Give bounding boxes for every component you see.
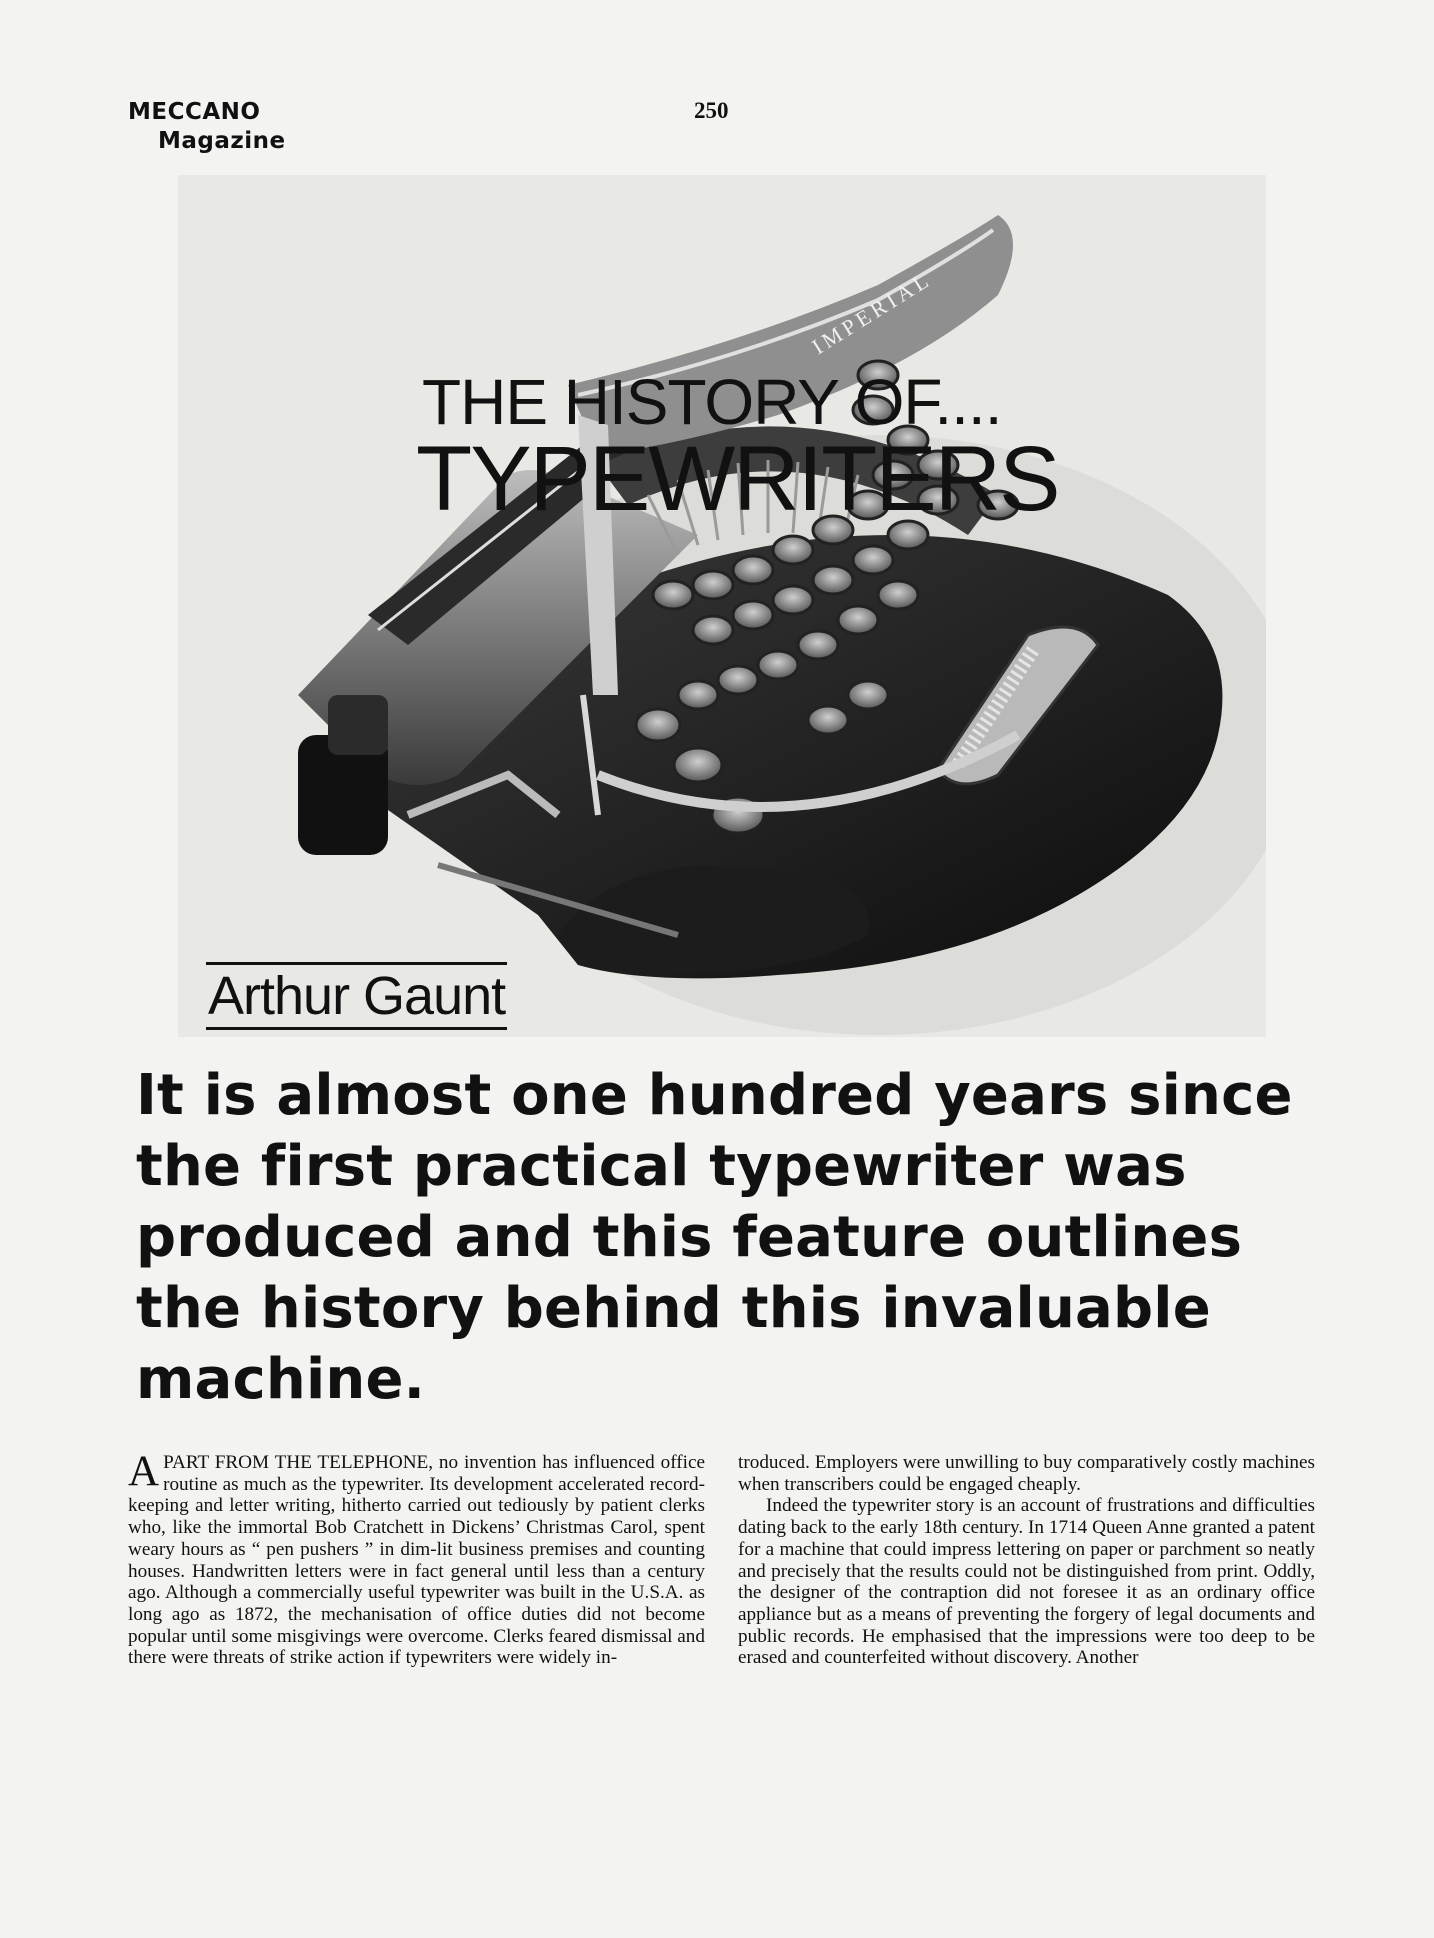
machine-label: IMPERIAL [807, 266, 936, 360]
masthead [128, 98, 286, 156]
article-paragraph: troduced. Employers were unwilling to buy comparatively costly machines when transcribers could be engaged cheaply. [738, 1452, 1315, 1495]
magazine-subtitle: Magazine [158, 128, 286, 154]
typewriter-illustration-icon [178, 175, 1266, 1037]
article-text: PART FROM THE TELEPHONE, no invention has influenced office routine as much as the typewriter. Its development accelerated record-keeping and letter writing, hitherto carried out tediously by patient clerks who, like the immortal Bob Cratchett in Dickens’ Christmas Carol, spent weary hours as “ pen pushers ” in dim-lit business premises and counting houses. Handwritten letters were in fact general until less than a century ago. Although a commercially useful typewriter was built in the U.S.A. as long ago as 1872, the mechanisation of office duties did not become popular until some misgivings were overcome. Clerks feared dismissal and there were threats of strike action if typewriters were widely in- [128, 1452, 705, 1669]
typewriter-photo [178, 175, 1266, 1037]
author-byline: Arthur Gaunt [206, 962, 507, 1030]
standfirst: It is almost one hundred years since the first practical typewriter was produced and this feature outlines the history behind this invaluable machine. [136, 1063, 1293, 1412]
page-title: TYPEWRITERS [416, 428, 1059, 530]
drop-cap: A [128, 1448, 160, 1495]
title-kicker: THE HISTORY OF.... [422, 366, 1002, 438]
page-number: 250 [694, 98, 729, 123]
magazine-name: MECCANO [128, 99, 261, 125]
article-column-1 [128, 1448, 705, 1669]
article-column-2 [738, 1452, 1315, 1669]
article-paragraph [128, 1448, 705, 1669]
article-paragraph: Indeed the typewriter story is an account of frustrations and difficulties dating back to the early 18th century. In 1714 Queen Anne granted a patent for a machine that could impress lettering on paper or parchment so neatly and precisely that the results could not be distinguished from print. Oddly, the designer of the contraption did not foresee it as an ordinary office appliance but as a means of preventing the forgery of legal documents and public records. He emphasised that the impressions were too deep to be erased and counterfeited without discovery. Another [738, 1495, 1315, 1669]
